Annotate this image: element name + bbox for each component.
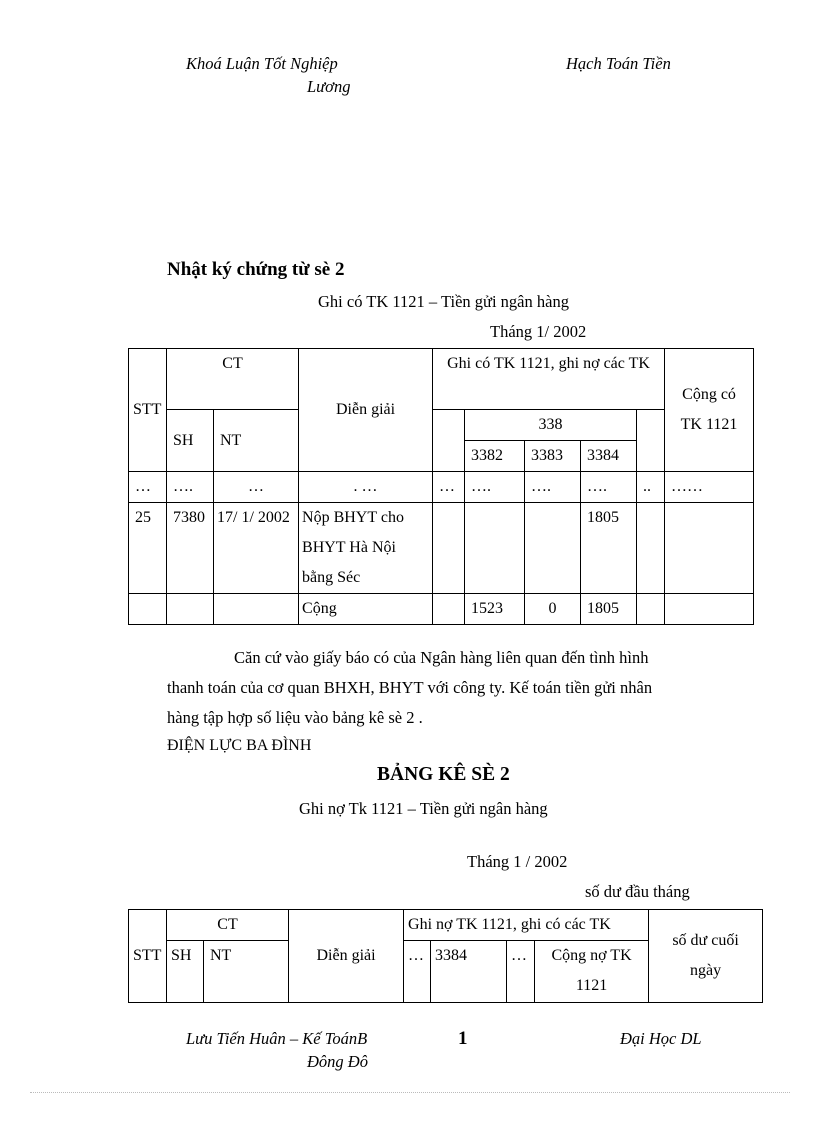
statement-month: Tháng 1 / 2002: [467, 852, 568, 871]
cell-c2: ….: [465, 472, 525, 503]
paragraph-line3: hàng tập hợp số liệu vào bảng kê sè 2 .: [167, 708, 423, 727]
col-blank-1: [433, 410, 465, 472]
col-ghi-no: Ghi nợ TK 1121, ghi có các TK: [404, 910, 649, 941]
col-dots-2: …: [507, 941, 535, 1003]
journal-table: [128, 348, 754, 625]
col-ct: CT: [167, 349, 299, 410]
footer-left-line1: Lưu Tiến Huân – Kế ToánB: [186, 1029, 368, 1048]
col-338: 338: [465, 410, 637, 441]
journal-subtitle: Ghi có TK 1121 – Tiền gửi ngân hàng: [318, 292, 569, 311]
org-name: ĐIỆN LỰC BA ĐÌNH: [167, 737, 312, 754]
col-ghi-co: Ghi có TK 1121, ghi nợ các TK: [433, 349, 665, 410]
cell-c2: [465, 503, 525, 594]
journal-title: Nhật ký chứng từ sè 2: [167, 259, 345, 280]
cell-c3: [525, 503, 581, 594]
footer-right: Đại Học DL: [620, 1029, 702, 1048]
statement-table: [128, 909, 763, 1003]
col-ct: CT: [167, 910, 289, 941]
header-right: Hạch Toán Tiền: [566, 54, 671, 73]
col-dien-giai: Diễn giải: [289, 910, 404, 1003]
col-so-du: số dư cuối ngày: [649, 910, 763, 1003]
col-3383: 3383: [525, 441, 581, 472]
col-stt: STT: [129, 349, 167, 472]
cell-c4: 1805: [581, 503, 637, 594]
cell-c3: 0: [525, 594, 581, 625]
col-stt: STT: [129, 910, 167, 1003]
cell-c1: …: [433, 472, 465, 503]
paragraph-line2: thanh toán của cơ quan BHXH, BHYT với công ty. Kế toán tiền gửi nhân: [167, 678, 653, 697]
cell-c6: [665, 503, 754, 594]
bottom-divider: [30, 1092, 790, 1093]
col-3382: 3382: [465, 441, 525, 472]
col-blank-2: [637, 410, 665, 472]
cell-c3: ….: [525, 472, 581, 503]
cell-sh: [167, 594, 214, 625]
cell-c4: ….: [581, 472, 637, 503]
cell-c4: 1805: [581, 594, 637, 625]
cell-dien-giai: Nộp BHYT cho BHYT Hà Nội bằng Séc: [299, 503, 433, 594]
col-dien-giai: Diễn giải: [299, 349, 433, 472]
cell-dien-giai: Cộng: [299, 594, 433, 625]
cell-c5: [637, 594, 665, 625]
col-sh: SH: [167, 941, 204, 1003]
col-3384: 3384: [581, 441, 637, 472]
cell-c5: ..: [637, 472, 665, 503]
table-row: [129, 503, 754, 594]
cell-c6: ……: [665, 472, 754, 503]
cell-sh: ….: [167, 472, 214, 503]
cell-c6: [665, 594, 754, 625]
col-cong-co: Cộng có TK 1121: [665, 349, 754, 472]
header-left-line2: Lương: [307, 77, 351, 96]
footer-left-line2: Đông Đô: [307, 1052, 368, 1071]
cell-nt: 17/ 1/ 2002: [214, 503, 299, 594]
col-nt: NT: [214, 410, 299, 472]
cell-c1: [433, 503, 465, 594]
table-row: [129, 594, 754, 625]
cell-stt: …: [129, 472, 167, 503]
cell-sh: 7380: [167, 503, 214, 594]
col-cong-no: Cộng nợ TK 1121: [535, 941, 649, 1003]
statement-subtitle: Ghi nợ Tk 1121 – Tiền gửi ngân hàng: [299, 799, 548, 818]
cell-dien-giai: . …: [299, 472, 433, 503]
paragraph-line1: Căn cứ vào giấy báo có của Ngân hàng liên quan đến tình hình: [234, 648, 649, 667]
cell-c5: [637, 503, 665, 594]
cell-c1: [433, 594, 465, 625]
cell-c2: 1523: [465, 594, 525, 625]
page-number: 1: [458, 1028, 468, 1049]
col-sh: SH: [167, 410, 214, 472]
cell-stt: [129, 594, 167, 625]
statement-opening-balance: số dư đầu tháng: [585, 882, 690, 901]
cell-nt: [214, 594, 299, 625]
statement-title: BẢNG KÊ SÈ 2: [377, 764, 510, 785]
col-3384: 3384: [431, 941, 507, 1003]
journal-month: Tháng 1/ 2002: [490, 322, 587, 341]
cell-stt: 25: [129, 503, 167, 594]
col-dots-1: …: [404, 941, 431, 1003]
col-nt: NT: [204, 941, 289, 1003]
cell-nt: …: [214, 472, 299, 503]
header-left-line1: Khoá Luận Tốt Nghiệp: [186, 54, 338, 73]
table-row: [129, 472, 754, 503]
